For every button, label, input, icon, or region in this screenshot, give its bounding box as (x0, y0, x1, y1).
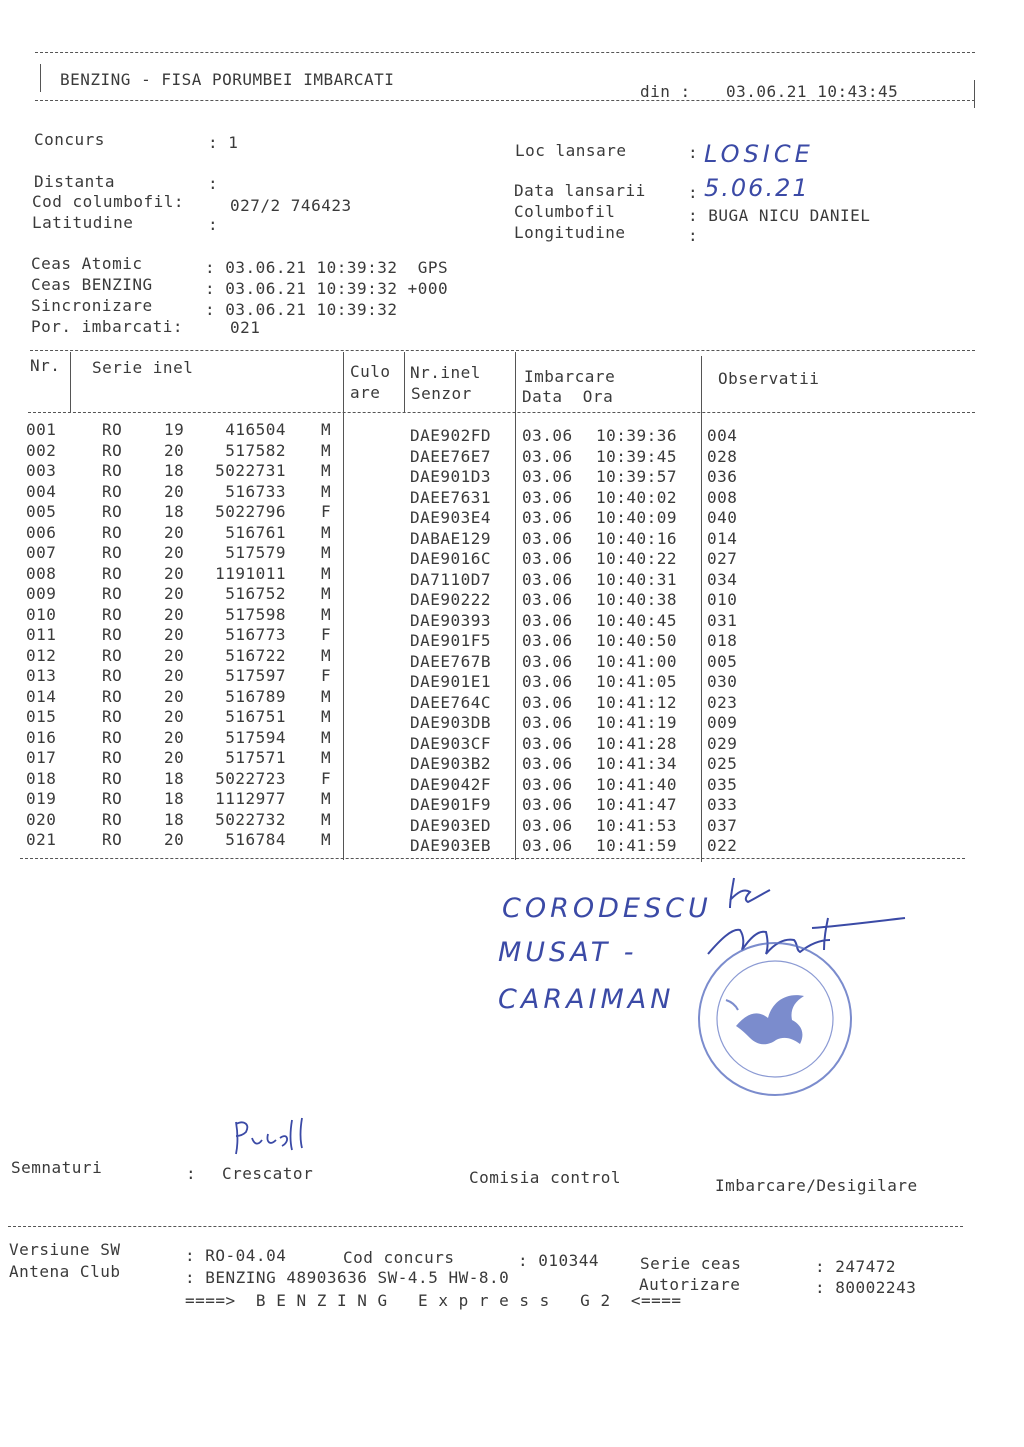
distanta-value: : (208, 174, 219, 193)
row-year: 20 (164, 707, 185, 726)
row-year: 20 (164, 440, 185, 460)
benzing-express-banner: ====> B E N Z I N G E x p r e s s G 2 <==== (185, 1291, 682, 1310)
row-year: 18 (164, 768, 185, 788)
row-country: RO (102, 707, 123, 726)
row-year: 20 (164, 666, 185, 685)
row-observatii: 022 (707, 836, 738, 855)
row-time: 10:39:36 (596, 426, 678, 445)
row-country: RO (102, 420, 123, 439)
longitudine-label: Longitudine (514, 223, 626, 242)
row-time: 10:41:12 (596, 692, 678, 712)
document-title: BENZING - FISA PORUMBEI IMBARCATI (60, 70, 395, 89)
row-date: 03.06 (522, 836, 573, 855)
row-sex: M (321, 748, 332, 767)
table-row (0, 502, 1024, 527)
ceas-atomic-label: Ceas Atomic (31, 254, 143, 273)
row-year: 20 (164, 645, 185, 665)
row-nr: 004 (26, 481, 57, 501)
row-serial: 5022732 (215, 809, 286, 829)
table-row (0, 727, 1024, 753)
row-sensor: DAEE767B (410, 651, 492, 671)
row-serial: 1191011 (215, 563, 286, 583)
col-header-culo: Culo (350, 362, 391, 381)
row-sex: F (321, 666, 332, 685)
table-header-rule (28, 412, 975, 413)
row-serial: 517594 (225, 727, 286, 747)
versiune-sw-label: Versiune SW (9, 1240, 121, 1259)
handwritten-name-1: CORODESCU (502, 893, 712, 924)
row-sex: F (321, 502, 332, 521)
comisia-control-label: Comisia control (469, 1168, 621, 1187)
table-row (0, 686, 1024, 712)
col-header-imbarcare: Imbarcare (524, 367, 616, 386)
row-serial: 516722 (225, 645, 286, 665)
row-nr: 013 (26, 666, 57, 685)
row-nr: 018 (26, 768, 57, 788)
row-nr: 017 (26, 748, 57, 767)
row-time: 10:41:05 (596, 672, 678, 691)
row-sensor: DAE901F5 (410, 631, 492, 650)
row-serial: 517579 (225, 543, 286, 562)
row-nr: 002 (26, 440, 57, 460)
row-time: 10:40:09 (596, 508, 678, 527)
table-row (0, 584, 1024, 609)
row-serial: 517597 (225, 666, 286, 685)
row-sensor: DAEE764C (410, 692, 492, 712)
semnaturi-label: Semnaturi (11, 1158, 103, 1177)
row-year: 18 (164, 461, 185, 480)
din-value: 03.06.21 10:43:45 (726, 82, 899, 101)
ceas-benzing-value: : 03.06.21 10:39:32 +000 (205, 279, 449, 298)
row-observatii: 030 (707, 672, 738, 691)
row-nr: 011 (26, 625, 57, 644)
row-sensor: DAE903DB (410, 713, 492, 732)
row-country: RO (102, 604, 123, 624)
row-nr: 021 (26, 830, 57, 849)
col-divider-3 (404, 352, 405, 412)
row-country: RO (102, 543, 123, 562)
row-sex: M (321, 563, 332, 583)
row-date: 03.06 (522, 446, 573, 466)
row-time: 10:40:02 (596, 487, 678, 507)
row-serial: 516789 (225, 686, 286, 706)
row-sensor: DAE903B2 (410, 754, 492, 773)
row-time: 10:41:00 (596, 651, 678, 671)
data-lansarii-colon: : (688, 183, 699, 202)
row-observatii: 025 (707, 754, 738, 773)
row-sex: M (321, 604, 332, 624)
data-lansarii-label: Data lansarii (514, 181, 646, 200)
row-date: 03.06 (522, 610, 573, 630)
row-date: 03.06 (522, 692, 573, 712)
row-country: RO (102, 461, 123, 480)
table-row (0, 809, 1024, 835)
row-observatii: 010 (707, 590, 738, 609)
row-date: 03.06 (522, 569, 573, 589)
row-country: RO (102, 686, 123, 706)
row-year: 18 (164, 502, 185, 521)
row-time: 10:41:40 (596, 774, 678, 794)
row-date: 03.06 (522, 426, 573, 445)
row-observatii: 023 (707, 692, 738, 712)
cod-concurs-label: Cod concurs (343, 1248, 455, 1267)
row-serial: 516751 (225, 707, 286, 726)
row-nr: 010 (26, 604, 57, 624)
versiune-sw-value: : RO-04.04 (185, 1246, 287, 1265)
antena-club-value: : BENZING 48903636 SW-4.5 HW-8.0 (185, 1268, 510, 1287)
row-sex: M (321, 543, 332, 562)
row-sensor: DAE9016C (410, 549, 492, 568)
row-serial: 5022723 (215, 768, 286, 788)
row-date: 03.06 (522, 795, 573, 814)
row-sensor: DAE90222 (410, 590, 492, 609)
row-country: RO (102, 768, 123, 788)
din-label: din : (640, 82, 691, 101)
row-date: 03.06 (522, 487, 573, 507)
row-sex: M (321, 809, 332, 829)
row-country: RO (102, 481, 123, 501)
table-row (0, 440, 1024, 466)
cod-columbofil-value: 027/2 746423 (230, 196, 352, 215)
row-observatii: 014 (707, 528, 738, 548)
concurs-label: Concurs (34, 130, 105, 149)
row-date: 03.06 (522, 631, 573, 650)
association-stamp (696, 940, 854, 1098)
row-sex: M (321, 522, 332, 542)
row-sex: M (321, 789, 332, 808)
table-row (0, 768, 1024, 794)
row-time: 10:40:16 (596, 528, 678, 548)
row-sex: F (321, 625, 332, 644)
autorizare-value: : 80002243 (815, 1278, 917, 1297)
row-serial: 516761 (225, 522, 286, 542)
row-time: 10:39:45 (596, 446, 678, 466)
row-nr: 005 (26, 502, 57, 521)
row-year: 20 (164, 584, 185, 603)
row-time: 10:39:57 (596, 467, 678, 486)
row-nr: 014 (26, 686, 57, 706)
antena-club-label: Antena Club (9, 1262, 121, 1281)
row-country: RO (102, 502, 123, 521)
row-country: RO (102, 809, 123, 829)
columbofil-label: Columbofil (514, 202, 616, 221)
col-divider-1 (70, 352, 71, 412)
row-nr: 012 (26, 645, 57, 665)
handwritten-name-2: MUSAT - (498, 937, 638, 968)
row-nr: 006 (26, 522, 57, 542)
row-country: RO (102, 830, 123, 849)
row-year: 20 (164, 727, 185, 747)
row-date: 03.06 (522, 590, 573, 609)
row-sensor: DAE901D3 (410, 467, 492, 486)
table-row (0, 666, 1024, 691)
table-top-rule (30, 350, 975, 351)
ceas-atomic-value: : 03.06.21 10:39:32 GPS (205, 258, 449, 277)
row-sex: M (321, 481, 332, 501)
row-year: 20 (164, 748, 185, 767)
table-row (0, 543, 1024, 568)
col-header-nr: Nr. (30, 356, 61, 375)
cod-concurs-value: : 010344 (518, 1251, 600, 1270)
table-row (0, 420, 1024, 445)
row-sex: M (321, 727, 332, 747)
row-sensor: DAE902FD (410, 426, 492, 445)
longitudine-value: : (688, 226, 699, 245)
por-imbarcati-label: Por. imbarcati: (31, 317, 183, 336)
row-time: 10:41:28 (596, 733, 678, 753)
row-serial: 516773 (225, 625, 286, 644)
row-date: 03.06 (522, 815, 573, 835)
header-right-border (974, 80, 975, 108)
row-observatii: 031 (707, 610, 738, 630)
row-observatii: 009 (707, 713, 738, 732)
row-date: 03.06 (522, 713, 573, 732)
row-sensor: DAE903EB (410, 836, 492, 855)
row-year: 20 (164, 604, 185, 624)
row-serial: 416504 (225, 420, 286, 439)
row-observatii: 034 (707, 569, 738, 589)
row-date: 03.06 (522, 528, 573, 548)
table-row (0, 604, 1024, 630)
data-lansarii-handwritten: 5.06.21 (704, 174, 810, 202)
col-header-serie: Serie inel (92, 358, 194, 377)
row-sex: M (321, 440, 332, 460)
row-sensor: DAE903ED (410, 815, 492, 835)
latitudine-label: Latitudine (32, 213, 134, 232)
table-bottom-rule (20, 858, 965, 859)
row-year: 20 (164, 830, 185, 849)
latitudine-value: : (208, 215, 219, 234)
semnaturi-colon: : (186, 1164, 197, 1183)
table-row (0, 748, 1024, 773)
row-sex: M (321, 420, 332, 439)
row-time: 10:41:59 (596, 836, 678, 855)
row-observatii: 035 (707, 774, 738, 794)
sincronizare-value: : 03.06.21 10:39:32 (205, 300, 398, 319)
row-sex: M (321, 707, 332, 726)
row-sensor: DAE90393 (410, 610, 492, 630)
row-observatii: 036 (707, 467, 738, 486)
table-row (0, 563, 1024, 589)
row-observatii: 018 (707, 631, 738, 650)
row-year: 20 (164, 543, 185, 562)
row-nr: 003 (26, 461, 57, 480)
col-header-data-ora: Data Ora (522, 387, 614, 406)
row-nr: 016 (26, 727, 57, 747)
row-time: 10:40:22 (596, 549, 678, 568)
row-serial: 516784 (225, 830, 286, 849)
col-header-culo2: are (350, 383, 381, 402)
col-header-nrinel: Nr.inel (410, 363, 481, 382)
row-nr: 019 (26, 789, 57, 808)
row-date: 03.06 (522, 467, 573, 486)
header-top-rule (35, 52, 975, 53)
row-date: 03.06 (522, 774, 573, 794)
table-row (0, 830, 1024, 855)
row-serial: 516752 (225, 584, 286, 603)
row-date: 03.06 (522, 508, 573, 527)
table-row (0, 645, 1024, 671)
distanta-label: Distanta (34, 172, 116, 191)
row-sex: M (321, 830, 332, 849)
handwritten-signature-crescator (230, 1112, 320, 1162)
row-time: 10:40:38 (596, 590, 678, 609)
row-observatii: 008 (707, 487, 738, 507)
loc-lansare-handwritten: LOSICE (704, 140, 814, 168)
row-time: 10:41:19 (596, 713, 678, 732)
row-sensor: DAE903E4 (410, 508, 492, 527)
row-date: 03.06 (522, 672, 573, 691)
row-nr: 008 (26, 563, 57, 583)
row-serial: 516733 (225, 481, 286, 501)
row-time: 10:41:34 (596, 754, 678, 773)
row-sensor: DA7110D7 (410, 569, 492, 589)
row-sensor: DAE901F9 (410, 795, 492, 814)
row-observatii: 028 (707, 446, 738, 466)
row-sensor: DABAE129 (410, 528, 492, 548)
row-nr: 007 (26, 543, 57, 562)
row-serial: 517571 (225, 748, 286, 767)
row-serial: 517582 (225, 440, 286, 460)
col-header-observatii: Observatii (718, 369, 820, 388)
table-row (0, 707, 1024, 732)
row-nr: 001 (26, 420, 57, 439)
row-observatii: 029 (707, 733, 738, 753)
row-time: 10:41:47 (596, 795, 678, 814)
footer-top-rule (8, 1226, 963, 1227)
row-nr: 015 (26, 707, 57, 726)
table-row (0, 789, 1024, 814)
row-country: RO (102, 584, 123, 603)
autorizare-label: Autorizare (639, 1275, 741, 1294)
row-year: 20 (164, 686, 185, 706)
row-sex: M (321, 645, 332, 665)
row-nr: 020 (26, 809, 57, 829)
header-bottom-rule (35, 100, 975, 101)
row-nr: 009 (26, 584, 57, 603)
table-row (0, 461, 1024, 486)
row-country: RO (102, 727, 123, 747)
row-country: RO (102, 440, 123, 460)
concurs-value: : 1 (208, 133, 239, 152)
row-country: RO (102, 563, 123, 583)
sincronizare-label: Sincronizare (31, 296, 153, 315)
row-date: 03.06 (522, 733, 573, 753)
row-date: 03.06 (522, 754, 573, 773)
serie-ceas-label: Serie ceas (640, 1254, 742, 1273)
imbarcare-desigilare-label: Imbarcare/Desigilare (715, 1176, 918, 1195)
row-sex: M (321, 584, 332, 603)
row-time: 10:41:53 (596, 815, 678, 835)
row-time: 10:40:50 (596, 631, 678, 650)
row-observatii: 033 (707, 795, 738, 814)
por-imbarcati-value: 021 (230, 318, 261, 337)
row-year: 20 (164, 563, 185, 583)
row-time: 10:40:45 (596, 610, 678, 630)
table-row (0, 481, 1024, 507)
row-observatii: 004 (707, 426, 738, 445)
row-sex: M (321, 461, 332, 480)
row-sensor: DAEE76E7 (410, 446, 492, 466)
row-observatii: 027 (707, 549, 738, 568)
row-sensor: DAE903CF (410, 733, 492, 753)
table-row (0, 625, 1024, 650)
loc-lansare-colon: : (688, 143, 699, 162)
row-serial: 5022796 (215, 502, 286, 521)
row-country: RO (102, 748, 123, 767)
row-country: RO (102, 522, 123, 542)
row-serial: 1112977 (215, 789, 286, 808)
table-row (0, 522, 1024, 548)
loc-lansare-label: Loc lansare (515, 141, 627, 160)
cod-columbofil-label: Cod columbofil: (32, 192, 184, 211)
row-observatii: 037 (707, 815, 738, 835)
row-sensor: DAEE7631 (410, 487, 492, 507)
row-country: RO (102, 789, 123, 808)
row-sensor: DAE9042F (410, 774, 492, 794)
col-header-senzor: Senzor (411, 384, 472, 403)
row-country: RO (102, 645, 123, 665)
row-year: 18 (164, 809, 185, 829)
row-sex: M (321, 686, 332, 706)
row-observatii: 040 (707, 508, 738, 527)
row-serial: 5022731 (215, 461, 286, 480)
row-date: 03.06 (522, 651, 573, 671)
row-year: 20 (164, 481, 185, 501)
row-date: 03.06 (522, 549, 573, 568)
ceas-benzing-label: Ceas BENZING (31, 275, 153, 294)
row-country: RO (102, 666, 123, 685)
header-left-border (40, 64, 41, 92)
row-observatii: 005 (707, 651, 738, 671)
columbofil-value: : BUGA NICU DANIEL (688, 206, 871, 225)
row-sex: F (321, 768, 332, 788)
row-year: 20 (164, 625, 185, 644)
handwritten-name-3: CARAIMAN (498, 984, 675, 1015)
row-country: RO (102, 625, 123, 644)
row-sensor: DAE901E1 (410, 672, 492, 691)
row-year: 20 (164, 522, 185, 542)
crescator-label: Crescator (222, 1164, 314, 1183)
row-serial: 517598 (225, 604, 286, 624)
serie-ceas-value: : 247472 (815, 1257, 897, 1276)
row-time: 10:40:31 (596, 569, 678, 589)
row-year: 19 (164, 420, 185, 439)
row-year: 18 (164, 789, 185, 808)
